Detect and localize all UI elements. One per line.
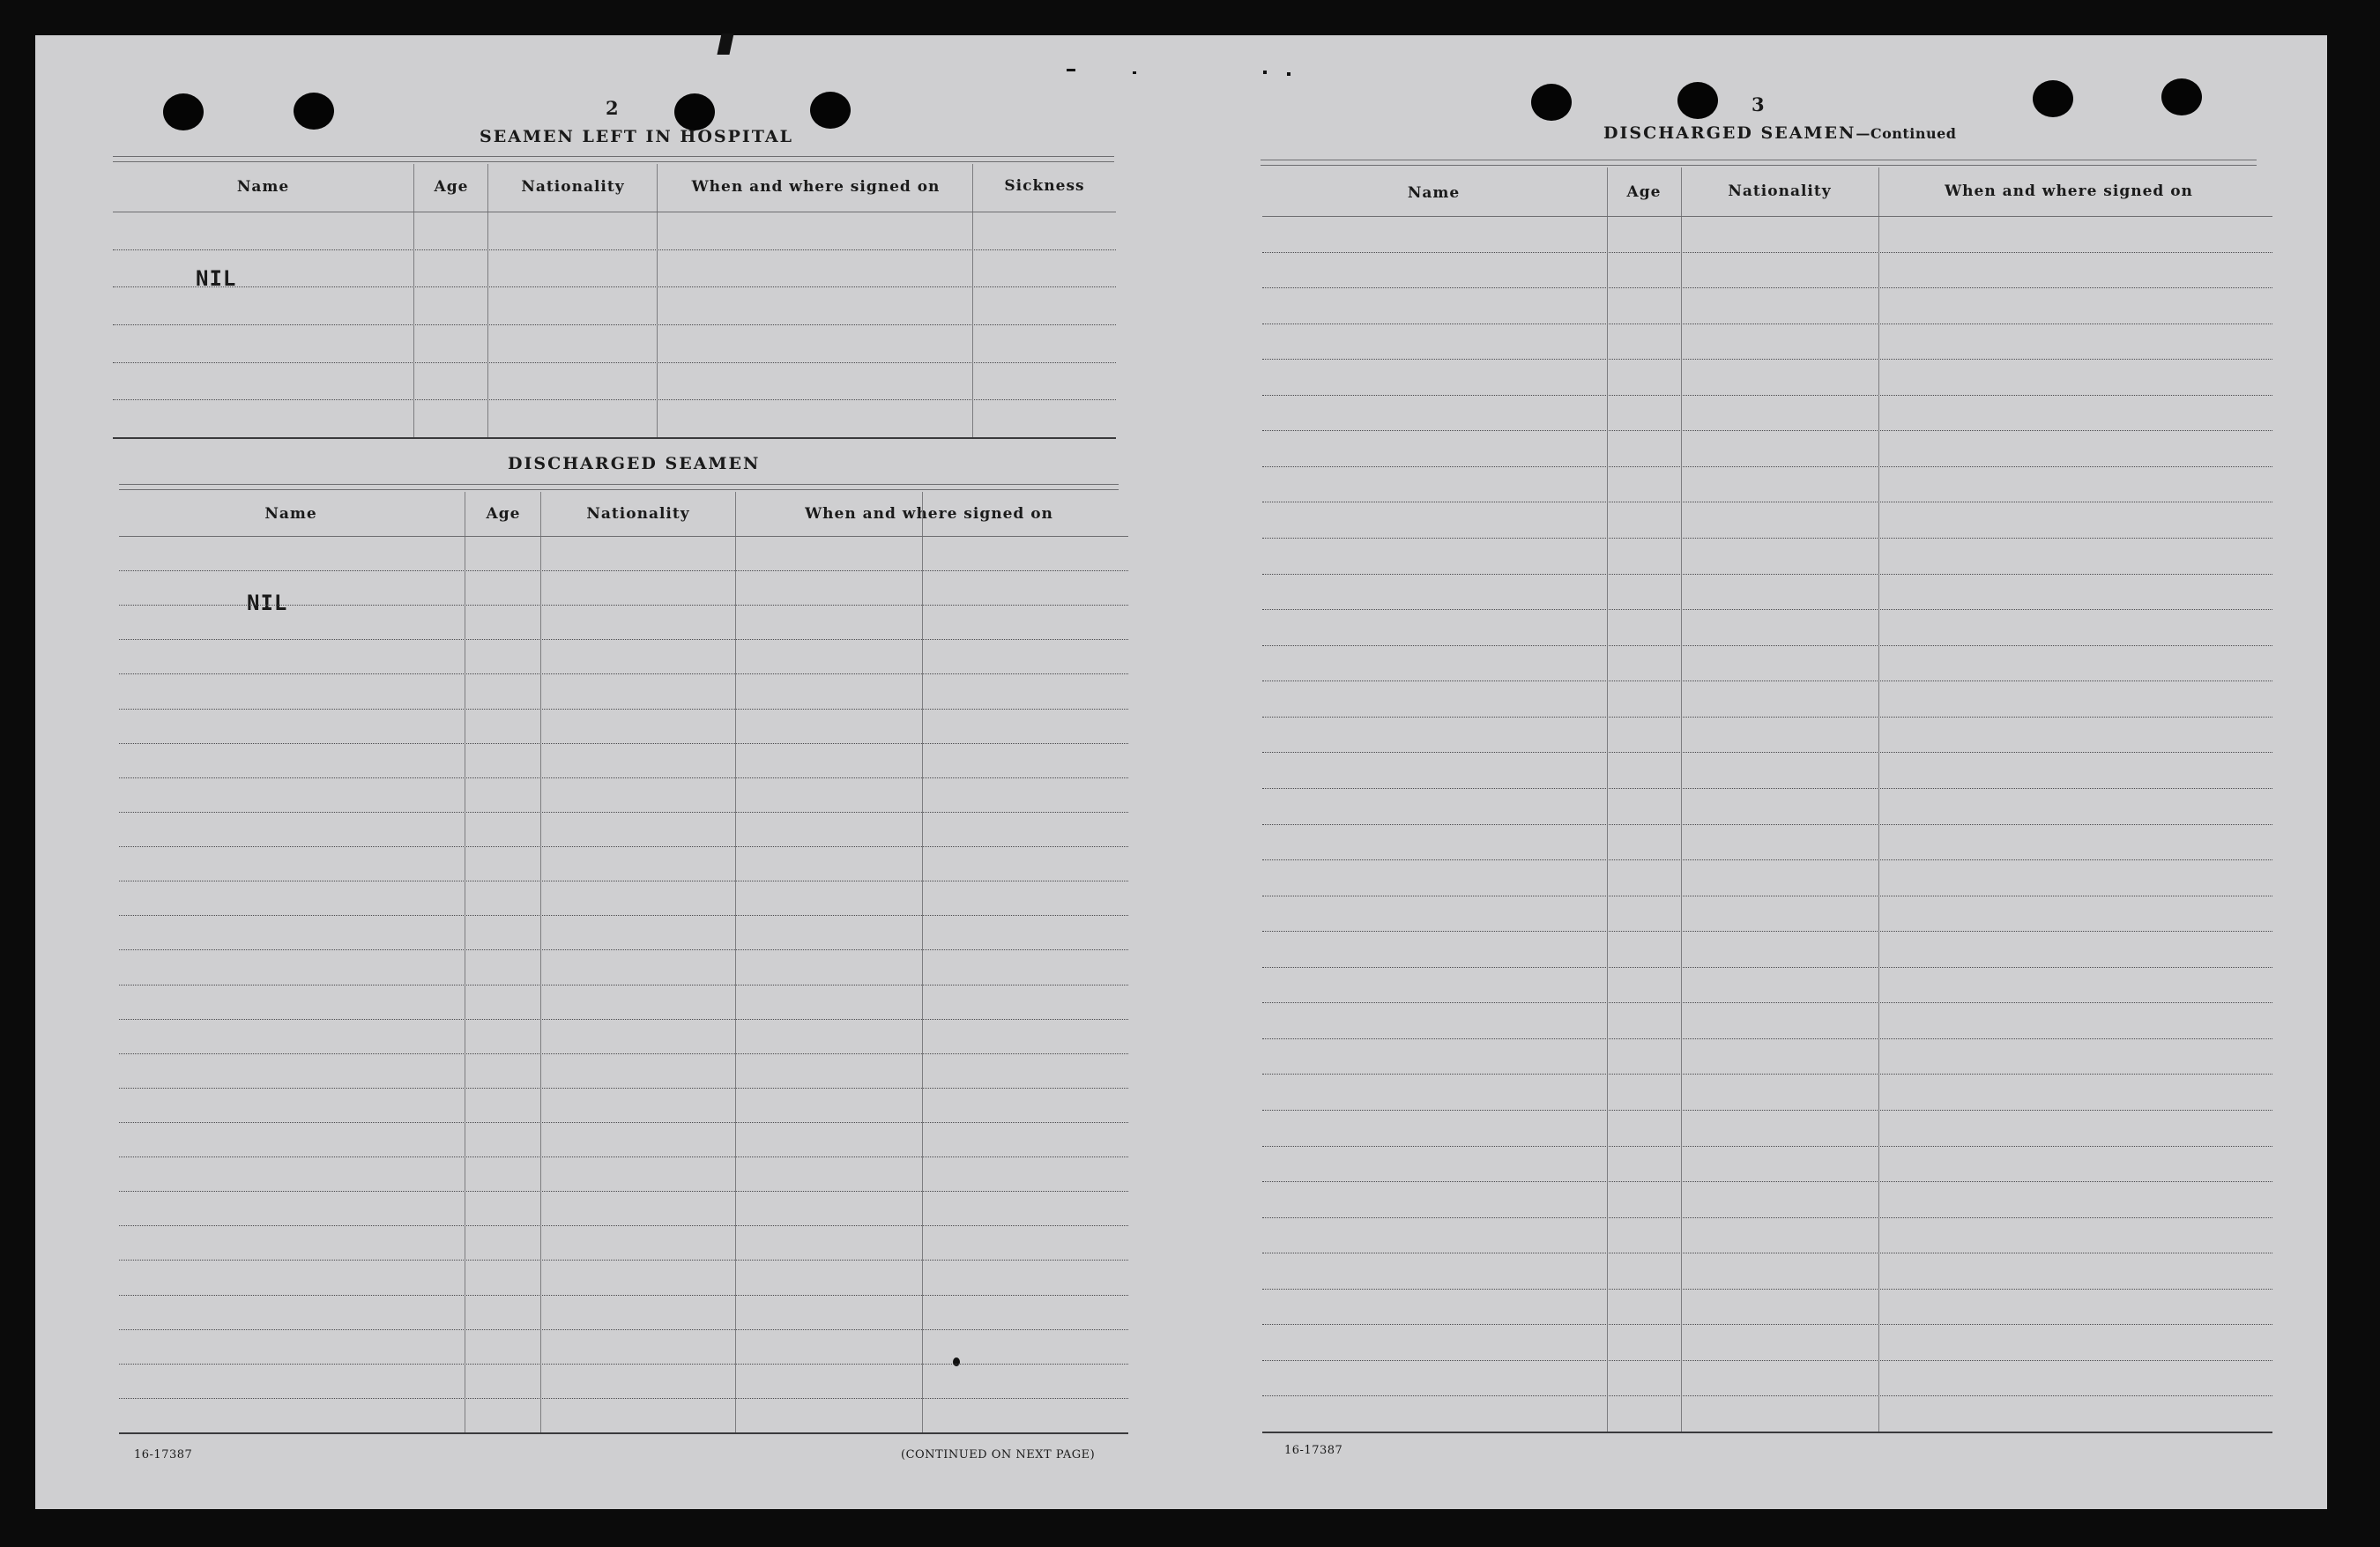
table-row-rule	[1262, 1110, 2272, 1111]
scan-mark	[1133, 71, 1136, 74]
table-row-rule	[113, 324, 1116, 325]
page-number: 3	[1752, 93, 1765, 115]
table-row-rule	[119, 846, 1128, 847]
table-column-rule	[1878, 167, 1879, 1432]
column-header-nationality: Nationality	[521, 178, 625, 196]
table-row-rule	[119, 1398, 1128, 1399]
table-row-rule	[113, 399, 1116, 400]
table-row-rule	[1262, 1181, 2272, 1182]
column-header-sickness: Sickness	[1004, 177, 1085, 195]
title-main: DISCHARGED SEAMEN	[1603, 123, 1856, 143]
table-row-rule	[1262, 1432, 2272, 1433]
punch-hole	[674, 93, 715, 130]
table-column-rule	[1681, 167, 1682, 1432]
discharged-continued-title	[1603, 123, 1956, 143]
table-row-rule	[119, 949, 1128, 950]
table-row-rule	[119, 605, 1128, 606]
table-column-rule	[972, 164, 973, 437]
table-row-rule	[119, 1053, 1128, 1054]
form-number: 16-17387	[1284, 1444, 1343, 1457]
table-row-rule	[119, 1191, 1128, 1192]
table-row-rule	[119, 1088, 1128, 1089]
header-rule	[119, 536, 1128, 537]
table-row-rule	[1262, 287, 2272, 288]
table-column-rule	[657, 164, 658, 437]
table-row-rule	[119, 639, 1128, 640]
table-column-rule	[922, 492, 923, 1432]
column-header-signed-on: When and where signed on	[1945, 182, 2193, 200]
table-row-rule	[119, 743, 1128, 744]
column-header-age: Age	[434, 178, 469, 196]
table-row-rule	[1262, 252, 2272, 253]
table-row-rule	[1262, 395, 2272, 396]
table-row-rule	[1262, 574, 2272, 575]
table-row-rule	[1262, 717, 2272, 718]
scan-mark	[1263, 71, 1267, 74]
discharged-entry-name: NIL	[247, 591, 288, 615]
table-row-rule	[119, 1260, 1128, 1261]
title-suffix: —Continued	[1856, 125, 1957, 142]
table-row-rule	[1262, 824, 2272, 825]
column-header-nationality: Nationality	[1728, 182, 1832, 200]
table-row-rule	[1262, 359, 2272, 360]
column-header-signed-on: When and where signed on	[805, 505, 1053, 523]
punch-hole	[163, 93, 204, 130]
column-header-name: Name	[264, 505, 317, 523]
table-row-rule	[119, 1364, 1128, 1365]
table-row-rule	[1262, 1360, 2272, 1361]
punch-hole	[2033, 80, 2073, 117]
scan-mark	[953, 1357, 960, 1366]
table-row-rule	[1262, 859, 2272, 860]
table-row-rule	[1262, 752, 2272, 753]
table-row-rule	[1262, 1217, 2272, 1218]
column-header-name: Name	[1407, 184, 1461, 202]
table-row-rule	[1262, 1395, 2272, 1396]
table-row-rule	[1262, 609, 2272, 610]
rule	[1261, 165, 2257, 166]
table-row-rule	[1262, 788, 2272, 789]
hospital-entry-name: NIL	[196, 266, 237, 291]
punch-hole	[2161, 78, 2202, 115]
column-header-age: Age	[486, 505, 521, 523]
table-row-rule	[119, 915, 1128, 916]
table-row-rule	[119, 1019, 1128, 1020]
table-row-rule	[119, 570, 1128, 571]
punch-hole	[1531, 84, 1572, 121]
table-row-rule	[1262, 538, 2272, 539]
table-column-rule	[487, 164, 488, 437]
table-row-rule	[119, 673, 1128, 674]
discharged-section-title: DISCHARGED SEAMEN	[508, 454, 761, 473]
header-rule	[1262, 216, 2272, 217]
table-row-rule	[119, 1122, 1128, 1123]
column-header-nationality: Nationality	[586, 505, 690, 523]
table-row-rule	[113, 286, 1116, 287]
table-row-rule	[119, 777, 1128, 778]
table-row-rule	[1262, 967, 2272, 968]
table-row-rule	[1262, 466, 2272, 467]
document-sheet	[35, 35, 2327, 1509]
scan-mark	[1067, 69, 1075, 71]
table-row-rule	[1262, 645, 2272, 646]
table-row-rule	[119, 709, 1128, 710]
table-row-rule	[1262, 1289, 2272, 1290]
table-row-rule	[1262, 1146, 2272, 1147]
table-row-rule	[1262, 931, 2272, 932]
table-row-rule	[1262, 1324, 2272, 1325]
rule	[119, 489, 1119, 490]
punch-hole	[810, 92, 851, 129]
table-row-rule	[1262, 430, 2272, 431]
table-column-rule	[1607, 167, 1608, 1432]
page-number: 2	[606, 97, 619, 119]
rule	[113, 161, 1114, 162]
form-number: 16-17387	[134, 1448, 193, 1461]
table-row-rule	[119, 1432, 1128, 1434]
table-row-rule	[113, 437, 1116, 439]
table-column-rule	[735, 492, 736, 1432]
scan-mark	[717, 33, 733, 55]
column-header-age: Age	[1626, 183, 1662, 201]
table-row-rule	[1262, 1002, 2272, 1003]
table-row-rule	[119, 1225, 1128, 1226]
table-row-rule	[1262, 1074, 2272, 1075]
table-row-rule	[113, 249, 1116, 250]
continued-note: (CONTINUED ON NEXT PAGE)	[901, 1448, 1096, 1461]
table-row-rule	[119, 812, 1128, 813]
table-row-rule	[113, 362, 1116, 363]
column-header-name: Name	[236, 178, 290, 196]
rule	[119, 484, 1119, 485]
punch-hole	[1677, 82, 1718, 119]
rule	[113, 156, 1114, 157]
table-column-rule	[413, 164, 414, 437]
table-row-rule	[119, 1295, 1128, 1296]
column-header-signed-on: When and where signed on	[691, 178, 941, 196]
scan-mark	[1287, 72, 1290, 76]
hospital-section-title: SEAMEN LEFT IN HOSPITAL	[480, 127, 793, 146]
table-column-rule	[540, 492, 541, 1432]
punch-hole	[294, 93, 334, 130]
table-row-rule	[1262, 1038, 2272, 1039]
table-row-rule	[119, 1329, 1128, 1330]
